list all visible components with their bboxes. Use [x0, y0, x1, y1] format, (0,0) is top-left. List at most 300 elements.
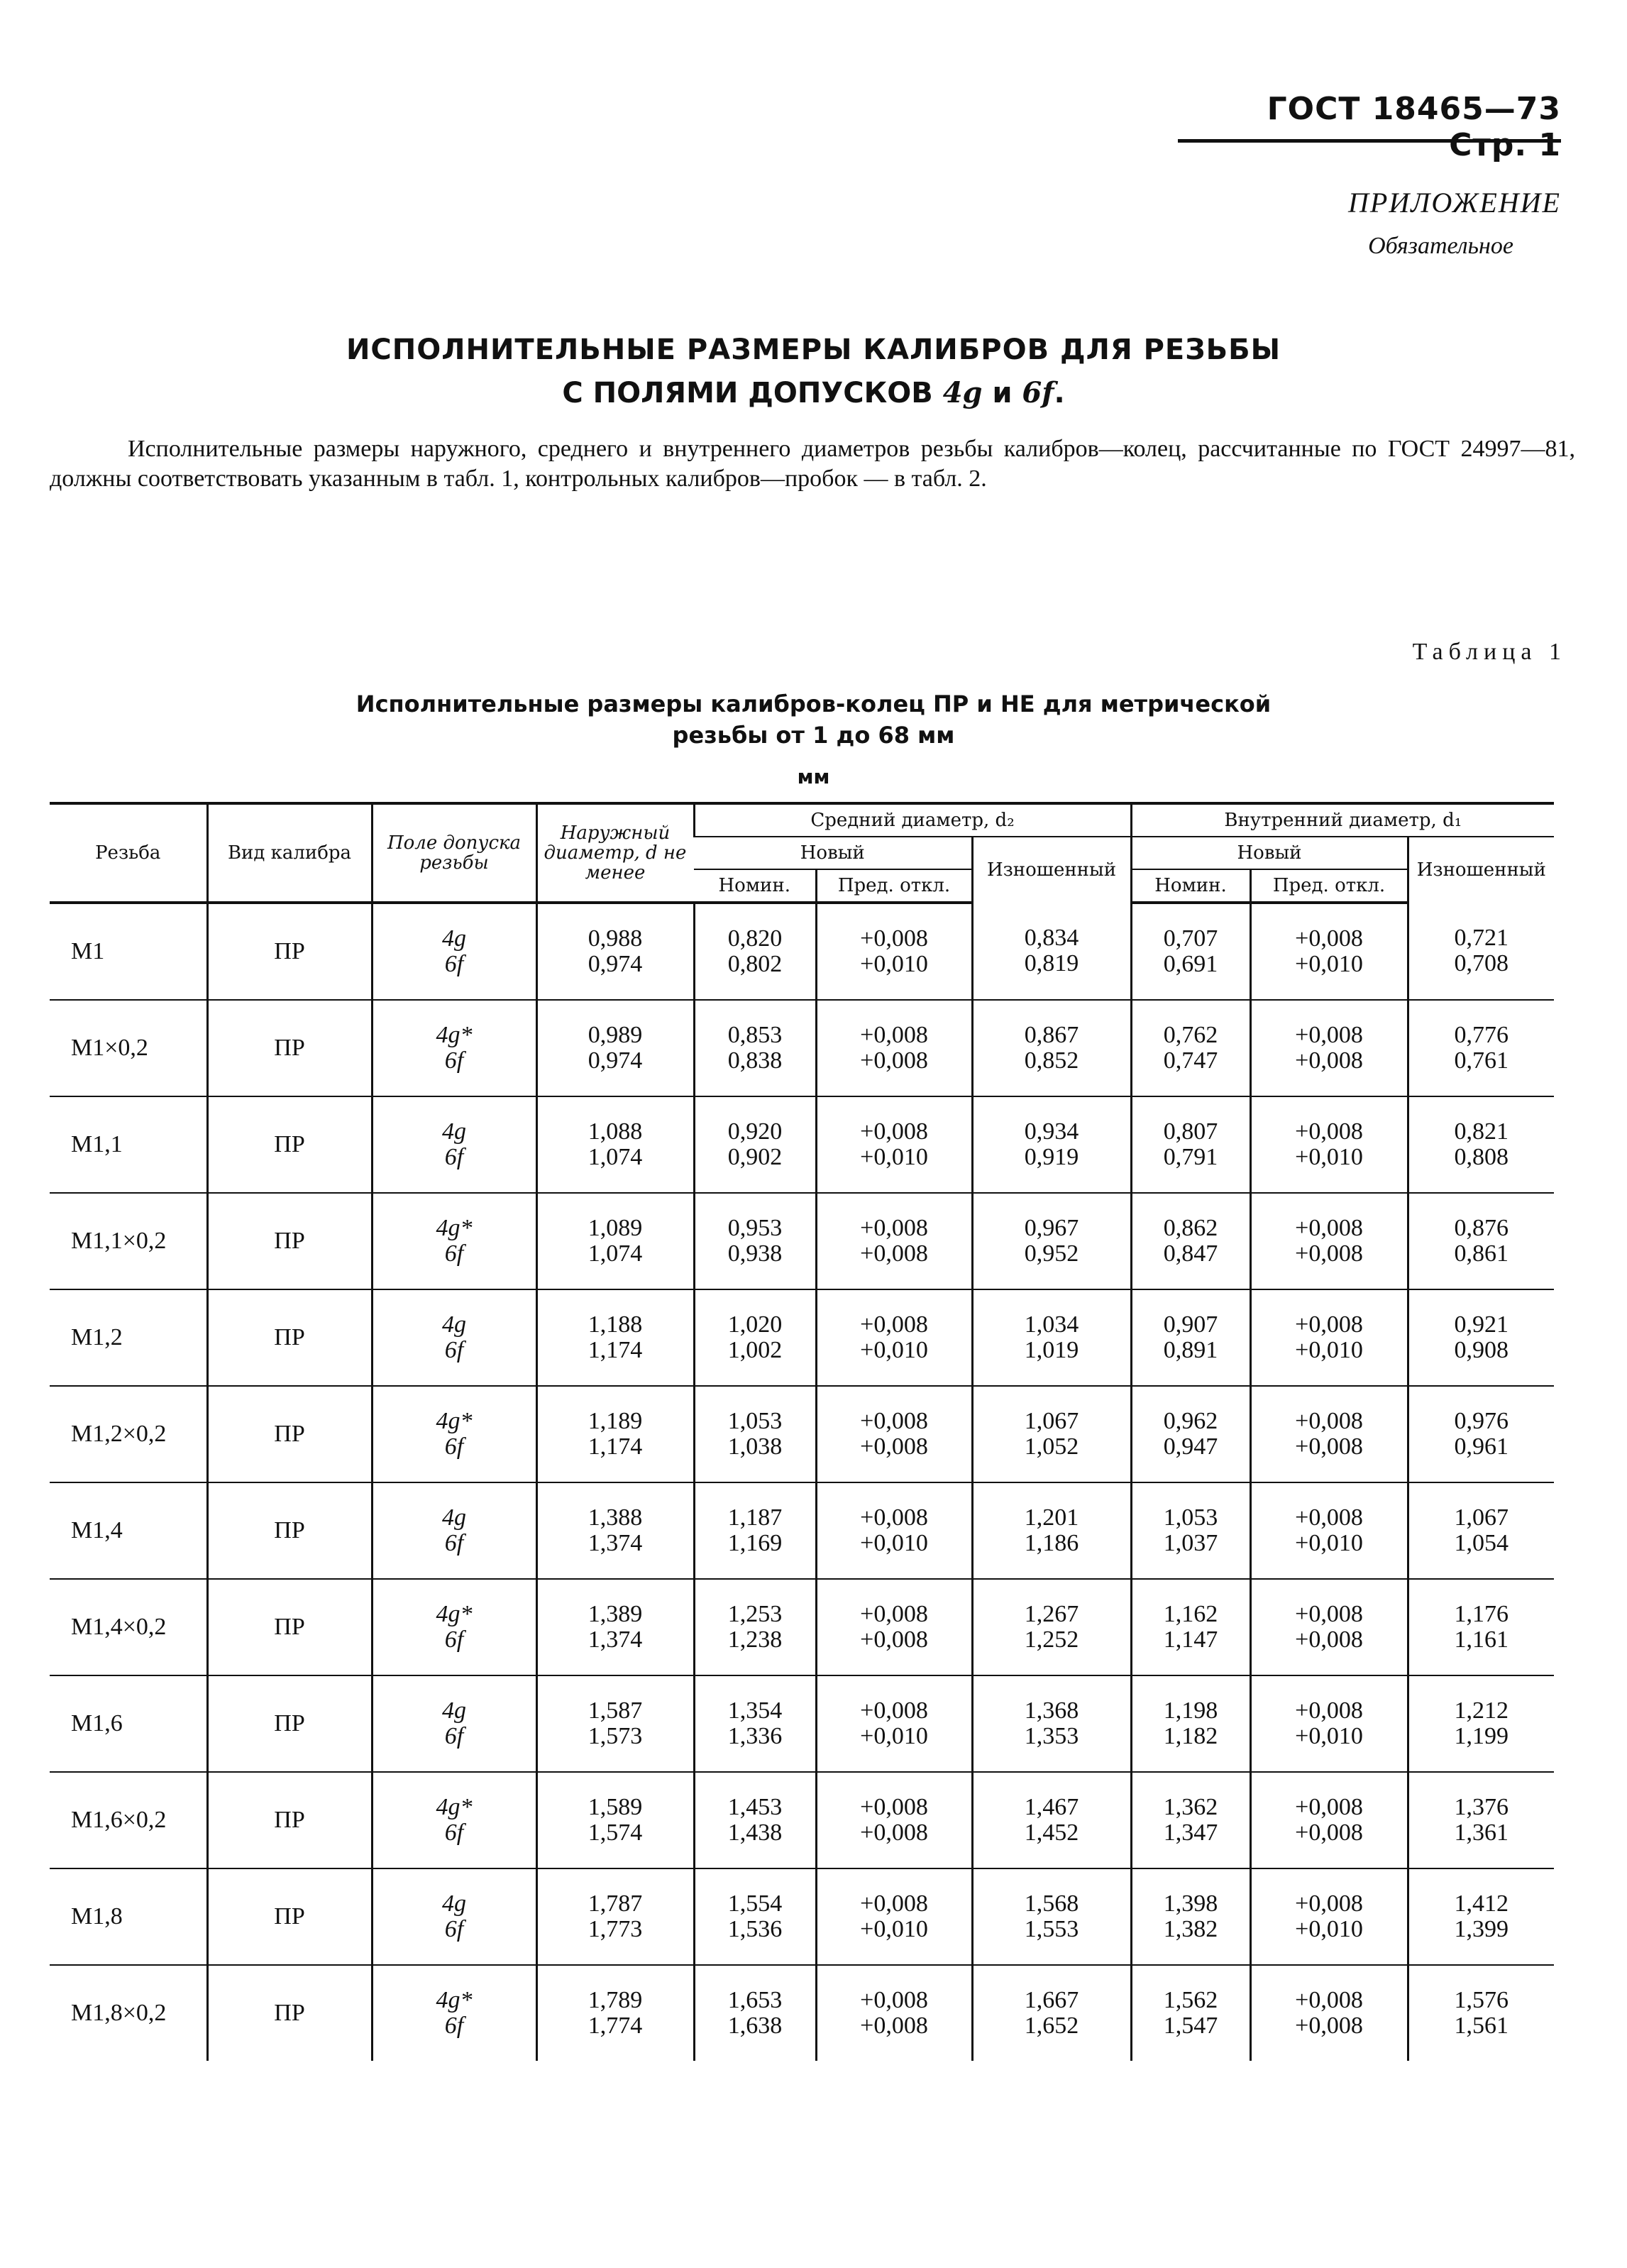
cell-d2-deviation-value: +0,008	[860, 1794, 928, 1820]
cell-d1-deviation-value: +0,008	[1295, 1022, 1363, 1048]
cell-d2-nominal-value: 1,020	[727, 1311, 783, 1338]
cell-outer-diameter-value: 1,189	[588, 1408, 643, 1434]
table-row	[50, 1193, 1554, 1289]
cell-tolerance	[372, 1096, 536, 1193]
cell-d1-deviation-value: +0,008	[1295, 1215, 1363, 1241]
cell-d2-worn	[972, 1386, 1131, 1482]
cell-d1-deviation	[1250, 1868, 1408, 1965]
cell-d1-worn-value: 1,212	[1454, 1697, 1509, 1724]
cell-d1-nominal-value: 0,747	[1163, 1047, 1218, 1074]
cell-d2-worn-value: 1,019	[1024, 1337, 1079, 1363]
cell-d2-deviation-value: +0,008	[860, 1118, 928, 1145]
cell-d2-deviation	[816, 1579, 972, 1675]
cell-tolerance	[372, 1579, 536, 1675]
cell-d1-worn	[1408, 1096, 1554, 1193]
cell-d2-deviation	[816, 1096, 972, 1193]
cell-d1-worn-value: 1,399	[1454, 1916, 1509, 1942]
cell-d2-nominal-value: 1,438	[727, 1820, 783, 1846]
cell-outer-diameter	[536, 1675, 694, 1772]
cell-d1-nominal-value: 1,347	[1163, 1820, 1218, 1846]
cell-outer-diameter-value: 1,589	[588, 1794, 643, 1820]
cell-tolerance	[372, 1482, 536, 1579]
cell-d2-nominal	[694, 1482, 816, 1579]
cell-d2-deviation-value: +0,010	[860, 1723, 928, 1749]
header-inner-diameter: Внутренний диаметр, d₁	[1131, 803, 1554, 837]
cell-d2-nominal-value: 1,638	[727, 2013, 783, 2039]
cell-d2-worn-value: 0,952	[1024, 1240, 1079, 1267]
cell-tolerance	[372, 1772, 536, 1868]
cell-d1-nominal	[1131, 1772, 1250, 1868]
cell-outer-diameter-value: 0,988	[588, 925, 643, 952]
table-row	[50, 1868, 1554, 1965]
cell-d1-deviation-value: +0,010	[1295, 1144, 1363, 1170]
cell-gauge-type: ПР	[207, 1579, 372, 1675]
cell-d2-worn-value: 1,652	[1024, 2013, 1079, 2039]
document-title-line1: ИСПОЛНИТЕЛЬНЫЕ РАЗМЕРЫ КАЛИБРОВ ДЛЯ РЕЗЬБЫ	[346, 334, 1281, 366]
cell-d2-deviation	[816, 1000, 972, 1096]
cell-d2-nominal-value: 0,902	[727, 1144, 783, 1170]
cell-outer-diameter-value: 1,088	[588, 1118, 643, 1145]
cell-d2-nominal-value: 1,238	[727, 1626, 783, 1653]
table-row	[50, 1482, 1554, 1579]
cell-tolerance-value: 4g	[442, 1697, 466, 1724]
cell-d1-deviation-value: +0,008	[1295, 1118, 1363, 1145]
cell-d1-worn-value: 1,199	[1454, 1723, 1509, 1749]
cell-d1-worn	[1408, 1579, 1554, 1675]
cell-d2-worn-value: 1,467	[1024, 1794, 1079, 1820]
cell-d1-nominal-value: 1,182	[1163, 1723, 1218, 1749]
cell-outer-diameter-value: 1,374	[588, 1626, 643, 1653]
cell-d1-deviation-value: +0,008	[1295, 1433, 1363, 1460]
cell-d1-deviation-value: +0,008	[1295, 1504, 1363, 1531]
cell-outer-diameter	[536, 1000, 694, 1096]
cell-d2-worn-value: 1,252	[1024, 1626, 1079, 1653]
cell-d2-nominal-value: 0,853	[727, 1022, 783, 1048]
cell-tolerance-value: 4g*	[436, 1601, 473, 1627]
cell-d2-nominal	[694, 1000, 816, 1096]
cell-tolerance-value: 6f	[444, 1820, 464, 1846]
header-d2-worn: Изношенный	[972, 837, 1131, 903]
cell-outer-diameter	[536, 1386, 694, 1482]
cell-d2-deviation-value: +0,008	[860, 1601, 928, 1627]
cell-d1-worn	[1408, 1193, 1554, 1289]
cell-gauge-type: ПР	[207, 1868, 372, 1965]
cell-outer-diameter-value: 1,389	[588, 1601, 643, 1627]
header-d2-deviation: Пред. откл.	[816, 869, 972, 903]
cell-d1-deviation	[1250, 903, 1408, 1000]
cell-d1-worn-value: 1,361	[1454, 1820, 1509, 1846]
cell-d1-nominal	[1131, 1000, 1250, 1096]
cell-outer-diameter	[536, 1289, 694, 1386]
cell-d1-nominal-value: 0,947	[1163, 1433, 1218, 1460]
cell-d2-worn-value: 0,919	[1024, 1144, 1079, 1170]
cell-d1-deviation-value: +0,010	[1295, 951, 1363, 977]
cell-d1-deviation	[1250, 1482, 1408, 1579]
cell-d1-nominal	[1131, 1482, 1250, 1579]
appendix-label: ПРИЛОЖЕНИЕ	[1348, 187, 1561, 219]
cell-d1-nominal-value: 1,398	[1163, 1890, 1218, 1917]
cell-d2-nominal-value: 1,536	[727, 1916, 783, 1942]
cell-d2-deviation-value: +0,008	[860, 1408, 928, 1434]
cell-d2-nominal-value: 0,938	[727, 1240, 783, 1267]
cell-d1-worn-value: 1,561	[1454, 2013, 1509, 2039]
cell-d2-nominal-value: 0,920	[727, 1118, 783, 1145]
cell-d2-deviation	[816, 1965, 972, 2061]
header-outer-diameter: Наружный диаметр, d не менее	[536, 803, 694, 903]
cell-d1-nominal-value: 1,198	[1163, 1697, 1218, 1724]
cell-d1-deviation	[1250, 1772, 1408, 1868]
cell-tolerance	[372, 1386, 536, 1482]
cell-d2-deviation-value: +0,008	[860, 1987, 928, 2013]
document-title-line2	[0, 376, 1627, 409]
cell-d1-deviation-value: +0,008	[1295, 1626, 1363, 1653]
cell-d1-deviation	[1250, 1386, 1408, 1482]
cell-d2-nominal-value: 0,802	[727, 951, 783, 977]
cell-d2-deviation-value: +0,008	[860, 1890, 928, 1917]
cell-outer-diameter	[536, 1868, 694, 1965]
cell-d2-deviation-value: +0,010	[860, 1337, 928, 1363]
cell-d1-worn-value: 0,861	[1454, 1240, 1509, 1267]
cell-d2-worn	[972, 1193, 1131, 1289]
cell-tolerance-value: 6f	[444, 1530, 464, 1556]
cell-tolerance	[372, 1675, 536, 1772]
title-mid: и	[982, 377, 1022, 409]
cell-d2-deviation-value: +0,008	[860, 1820, 928, 1846]
cell-d2-worn	[972, 1579, 1131, 1675]
cell-d1-nominal-value: 0,807	[1163, 1118, 1218, 1145]
cell-d2-worn-value: 1,553	[1024, 1916, 1079, 1942]
cell-d1-nominal-value: 0,762	[1163, 1022, 1218, 1048]
cell-d1-nominal	[1131, 1386, 1250, 1482]
cell-outer-diameter-value: 1,587	[588, 1697, 643, 1724]
cell-d1-nominal-value: 1,547	[1163, 2013, 1218, 2039]
cell-tolerance-value: 4g	[442, 1311, 466, 1338]
cell-thread: M1,1	[50, 1096, 207, 1193]
cell-gauge-type: ПР	[207, 1193, 372, 1289]
cell-d2-nominal-value: 0,838	[727, 1047, 783, 1074]
cell-d2-worn	[972, 1868, 1131, 1965]
cell-d1-nominal-value: 1,362	[1163, 1794, 1218, 1820]
cell-d2-nominal	[694, 1193, 816, 1289]
cell-d2-worn-value: 0,967	[1024, 1215, 1079, 1241]
cell-d2-nominal	[694, 1772, 816, 1868]
cell-outer-diameter-value: 1,773	[588, 1916, 643, 1942]
cell-d1-deviation-value: +0,008	[1295, 1240, 1363, 1267]
cell-d2-deviation	[816, 1482, 972, 1579]
cell-d1-worn	[1408, 1675, 1554, 1772]
header-d1-new: Новый	[1131, 837, 1408, 869]
cell-outer-diameter-value: 1,388	[588, 1504, 643, 1531]
cell-d1-worn-value: 0,708	[1454, 950, 1509, 976]
cell-d2-nominal-value: 1,253	[727, 1601, 783, 1627]
cell-d2-worn	[972, 903, 1131, 1000]
cell-d2-deviation-value: +0,010	[860, 1916, 928, 1942]
cell-gauge-type: ПР	[207, 1965, 372, 2061]
cell-d1-worn-value: 0,976	[1454, 1408, 1509, 1434]
cell-outer-diameter-value: 1,573	[588, 1723, 643, 1749]
cell-d2-worn	[972, 1096, 1131, 1193]
cell-d1-nominal	[1131, 1965, 1250, 2061]
cell-d2-deviation	[816, 1193, 972, 1289]
cell-d1-worn	[1408, 1965, 1554, 2061]
cell-d1-nominal-value: 1,562	[1163, 1987, 1218, 2013]
cell-d1-deviation-value: +0,008	[1295, 1408, 1363, 1434]
cell-d1-worn-value: 0,761	[1454, 1047, 1509, 1074]
cell-outer-diameter-value: 1,787	[588, 1890, 643, 1917]
table-title-line2: резьбы от 1 до 68 мм	[672, 722, 955, 749]
cell-d1-worn	[1408, 1289, 1554, 1386]
cell-d1-nominal-value: 0,862	[1163, 1215, 1218, 1241]
cell-tolerance	[372, 1289, 536, 1386]
cell-tolerance-value: 6f	[444, 1626, 464, 1653]
table-title-line1: Исполнительные размеры калибров-колец ПР и НЕ для метрической	[355, 690, 1272, 717]
cell-d2-nominal-value: 1,002	[727, 1337, 783, 1363]
cell-d1-nominal-value: 1,037	[1163, 1530, 1218, 1556]
cell-d2-deviation-value: +0,010	[860, 1530, 928, 1556]
cell-d1-nominal	[1131, 1675, 1250, 1772]
cell-d2-nominal	[694, 1965, 816, 2061]
table-title	[0, 688, 1627, 751]
cell-thread: M1,2×0,2	[50, 1386, 207, 1482]
cell-d2-nominal-value: 1,336	[727, 1723, 783, 1749]
cell-d2-worn-value: 0,934	[1024, 1118, 1079, 1145]
cell-d1-deviation-value: +0,010	[1295, 1337, 1363, 1363]
cell-d1-deviation-value: +0,008	[1295, 1047, 1363, 1074]
cell-d1-deviation	[1250, 1193, 1408, 1289]
table-row	[50, 1289, 1554, 1386]
table-row	[50, 903, 1554, 1000]
cell-d2-worn-value: 0,867	[1024, 1022, 1079, 1048]
cell-d2-worn-value: 0,834	[1024, 925, 1079, 951]
cell-thread: M1,8	[50, 1868, 207, 1965]
cell-d1-deviation	[1250, 1289, 1408, 1386]
cell-d2-deviation-value: +0,008	[860, 925, 928, 952]
cell-tolerance	[372, 1000, 536, 1096]
cell-d2-nominal-value: 1,453	[727, 1794, 783, 1820]
cell-d2-worn-value: 1,267	[1024, 1601, 1079, 1627]
cell-tolerance-value: 6f	[444, 2013, 464, 2039]
cell-gauge-type: ПР	[207, 1772, 372, 1868]
cell-outer-diameter	[536, 1482, 694, 1579]
cell-gauge-type: ПР	[207, 903, 372, 1000]
cell-gauge-type: ПР	[207, 1289, 372, 1386]
cell-d1-nominal-value: 1,053	[1163, 1504, 1218, 1531]
cell-d1-nominal-value: 1,162	[1163, 1601, 1218, 1627]
table-body	[50, 903, 1554, 2061]
cell-d2-worn	[972, 1675, 1131, 1772]
cell-tolerance	[372, 1965, 536, 2061]
cell-d2-worn	[972, 1000, 1131, 1096]
cell-d2-nominal-value: 0,820	[727, 925, 783, 952]
cell-d2-worn	[972, 1965, 1131, 2061]
cell-d1-deviation-value: +0,008	[1295, 1987, 1363, 2013]
cell-outer-diameter	[536, 1772, 694, 1868]
cell-d1-deviation-value: +0,008	[1295, 1820, 1363, 1846]
cell-d1-deviation-value: +0,008	[1295, 1311, 1363, 1338]
cell-tolerance	[372, 1868, 536, 1965]
cell-d1-nominal-value: 0,907	[1163, 1311, 1218, 1338]
cell-outer-diameter-value: 1,074	[588, 1240, 643, 1267]
cell-tolerance-value: 6f	[444, 1433, 464, 1460]
cell-d1-deviation-value: +0,008	[1295, 1794, 1363, 1820]
cell-d2-nominal-value: 1,053	[727, 1408, 783, 1434]
dimensions-table-wrap	[50, 802, 1554, 2061]
cell-d1-deviation-value: +0,010	[1295, 1723, 1363, 1749]
cell-d2-deviation-value: +0,008	[860, 1022, 928, 1048]
document-header: ГОСТ 18465—73 Стр. 1	[1267, 91, 1561, 163]
cell-outer-diameter-value: 1,574	[588, 1820, 643, 1846]
cell-d2-deviation-value: +0,008	[860, 1240, 928, 1267]
cell-d2-nominal	[694, 1096, 816, 1193]
cell-thread: M1,4×0,2	[50, 1579, 207, 1675]
table-row	[50, 1965, 1554, 2061]
table-row	[50, 1579, 1554, 1675]
cell-d2-worn-value: 0,819	[1024, 950, 1079, 976]
cell-d2-deviation	[816, 1772, 972, 1868]
cell-gauge-type: ПР	[207, 1096, 372, 1193]
table-row	[50, 1675, 1554, 1772]
cell-d1-deviation	[1250, 1000, 1408, 1096]
cell-d2-nominal-value: 1,169	[727, 1530, 783, 1556]
cell-d2-nominal	[694, 1675, 816, 1772]
cell-d1-worn	[1408, 1386, 1554, 1482]
cell-d1-deviation-value: +0,010	[1295, 1530, 1363, 1556]
header-pitch-diameter: Средний диаметр, d₂	[694, 803, 1131, 837]
cell-d1-nominal	[1131, 903, 1250, 1000]
cell-tolerance-value: 6f	[444, 1144, 464, 1170]
cell-outer-diameter	[536, 1096, 694, 1193]
cell-d1-worn-value: 0,821	[1454, 1118, 1509, 1145]
cell-d2-nominal-value: 0,953	[727, 1215, 783, 1241]
cell-outer-diameter-value: 1,074	[588, 1144, 643, 1170]
cell-outer-diameter-value: 1,188	[588, 1311, 643, 1338]
cell-outer-diameter-value: 0,974	[588, 1047, 643, 1074]
cell-d2-nominal	[694, 903, 816, 1000]
cell-tolerance-value: 4g	[442, 1504, 466, 1531]
cell-gauge-type: ПР	[207, 1675, 372, 1772]
cell-d1-worn	[1408, 1482, 1554, 1579]
cell-outer-diameter-value: 1,374	[588, 1530, 643, 1556]
cell-d1-nominal-value: 1,382	[1163, 1916, 1218, 1942]
cell-thread: M1,4	[50, 1482, 207, 1579]
cell-d1-worn-value: 1,067	[1454, 1504, 1509, 1531]
intro-paragraph: Исполнительные размеры наружного, среднего и внутреннего диаметров резьбы калибров—колец, рассчитанные по ГОСТ 24997—81, должны соответствовать указанным в табл. 1, контрольных калибров—пробок — в табл. 2.	[50, 436, 1575, 492]
cell-thread: M1,2	[50, 1289, 207, 1386]
cell-d2-worn-value: 1,368	[1024, 1697, 1079, 1724]
cell-d1-worn	[1408, 1772, 1554, 1868]
header-d1-nominal: Номин.	[1131, 869, 1250, 903]
cell-d2-deviation-value: +0,008	[860, 1311, 928, 1338]
cell-tolerance-value: 4g*	[436, 1987, 473, 2013]
cell-d2-nominal	[694, 1386, 816, 1482]
cell-d2-nominal	[694, 1868, 816, 1965]
cell-thread: M1	[50, 903, 207, 1000]
cell-d1-nominal-value: 0,847	[1163, 1240, 1218, 1267]
cell-tolerance-value: 4g	[442, 1890, 466, 1917]
cell-d2-deviation-value: +0,008	[860, 1215, 928, 1241]
cell-d1-deviation-value: +0,010	[1295, 1916, 1363, 1942]
cell-d2-nominal-value: 1,187	[727, 1504, 783, 1531]
table-row	[50, 1386, 1554, 1482]
cell-d2-deviation	[816, 903, 972, 1000]
cell-d2-deviation-value: +0,010	[860, 951, 928, 977]
cell-d1-worn-value: 0,921	[1454, 1311, 1509, 1338]
cell-d2-nominal-value: 1,653	[727, 1987, 783, 2013]
cell-d2-worn-value: 1,186	[1024, 1530, 1079, 1556]
title-end: .	[1054, 377, 1065, 409]
cell-d2-nominal	[694, 1289, 816, 1386]
cell-thread: M1,6×0,2	[50, 1772, 207, 1868]
cell-d1-deviation	[1250, 1579, 1408, 1675]
cell-tolerance-value: 4g	[442, 925, 466, 952]
cell-d1-deviation-value: +0,008	[1295, 1601, 1363, 1627]
cell-d2-deviation-value: +0,008	[860, 1626, 928, 1653]
cell-d1-worn-value: 0,808	[1454, 1144, 1509, 1170]
cell-d1-nominal-value: 0,791	[1163, 1144, 1218, 1170]
cell-tolerance-value: 6f	[444, 1240, 464, 1267]
cell-d2-worn-value: 1,201	[1024, 1504, 1079, 1531]
cell-d1-nominal	[1131, 1868, 1250, 1965]
title-prefix: С ПОЛЯМИ ДОПУСКОВ	[562, 377, 943, 409]
cell-thread: M1×0,2	[50, 1000, 207, 1096]
cell-d1-nominal-value: 1,147	[1163, 1626, 1218, 1653]
cell-d2-deviation	[816, 1289, 972, 1386]
cell-d2-worn-value: 0,852	[1024, 1047, 1079, 1074]
cell-outer-diameter-value: 1,174	[588, 1433, 643, 1460]
table-row	[50, 1772, 1554, 1868]
cell-outer-diameter-value: 1,774	[588, 2013, 643, 2039]
cell-tolerance-value: 4g*	[436, 1408, 473, 1434]
cell-d2-worn-value: 1,034	[1024, 1311, 1079, 1338]
cell-d1-nominal-value: 0,691	[1163, 951, 1218, 977]
cell-thread: M1,8×0,2	[71, 2000, 167, 2026]
cell-d2-nominal	[694, 1579, 816, 1675]
header-tolerance: Поле допуска резьбы	[372, 803, 536, 903]
cell-d1-deviation-value: +0,008	[1295, 925, 1363, 952]
cell-d1-deviation	[1250, 1965, 1408, 2061]
header-d2-new: Новый	[694, 837, 972, 869]
cell-d1-worn-value: 1,054	[1454, 1530, 1509, 1556]
header-d1-deviation: Пред. откл.	[1250, 869, 1408, 903]
cell-d1-deviation-value: +0,008	[1295, 1890, 1363, 1917]
table-row	[50, 1000, 1554, 1096]
header-d2-nominal: Номин.	[694, 869, 816, 903]
header-gauge-type: Вид калибра	[207, 803, 372, 903]
cell-outer-diameter	[536, 1965, 694, 2061]
cell-d2-nominal-value: 1,038	[727, 1433, 783, 1460]
cell-outer-diameter-value: 1,789	[588, 1987, 643, 2013]
cell-d2-worn-value: 1,067	[1024, 1408, 1079, 1434]
cell-d1-deviation	[1250, 1675, 1408, 1772]
cell-d2-deviation-value: +0,008	[860, 1504, 928, 1531]
cell-d2-worn-value: 1,452	[1024, 1820, 1079, 1846]
cell-outer-diameter	[536, 1193, 694, 1289]
cell-outer-diameter-value: 1,089	[588, 1215, 643, 1241]
cell-d1-nominal	[1131, 1193, 1250, 1289]
cell-d1-worn-value: 1,176	[1454, 1601, 1509, 1627]
cell-d1-worn-value: 0,961	[1454, 1433, 1509, 1460]
header-thread: Резьба	[50, 803, 207, 903]
cell-d2-worn	[972, 1289, 1131, 1386]
cell-d1-nominal-value: 0,891	[1163, 1337, 1218, 1363]
cell-d1-worn-value: 0,776	[1454, 1022, 1509, 1048]
cell-d1-worn-value: 1,376	[1454, 1794, 1509, 1820]
cell-tolerance-value: 4g*	[436, 1215, 473, 1241]
cell-outer-diameter-value: 0,974	[588, 951, 643, 977]
cell-tolerance-value: 6f	[444, 1047, 464, 1074]
cell-outer-diameter-value: 0,989	[588, 1022, 643, 1048]
dimensions-table	[50, 802, 1554, 2061]
